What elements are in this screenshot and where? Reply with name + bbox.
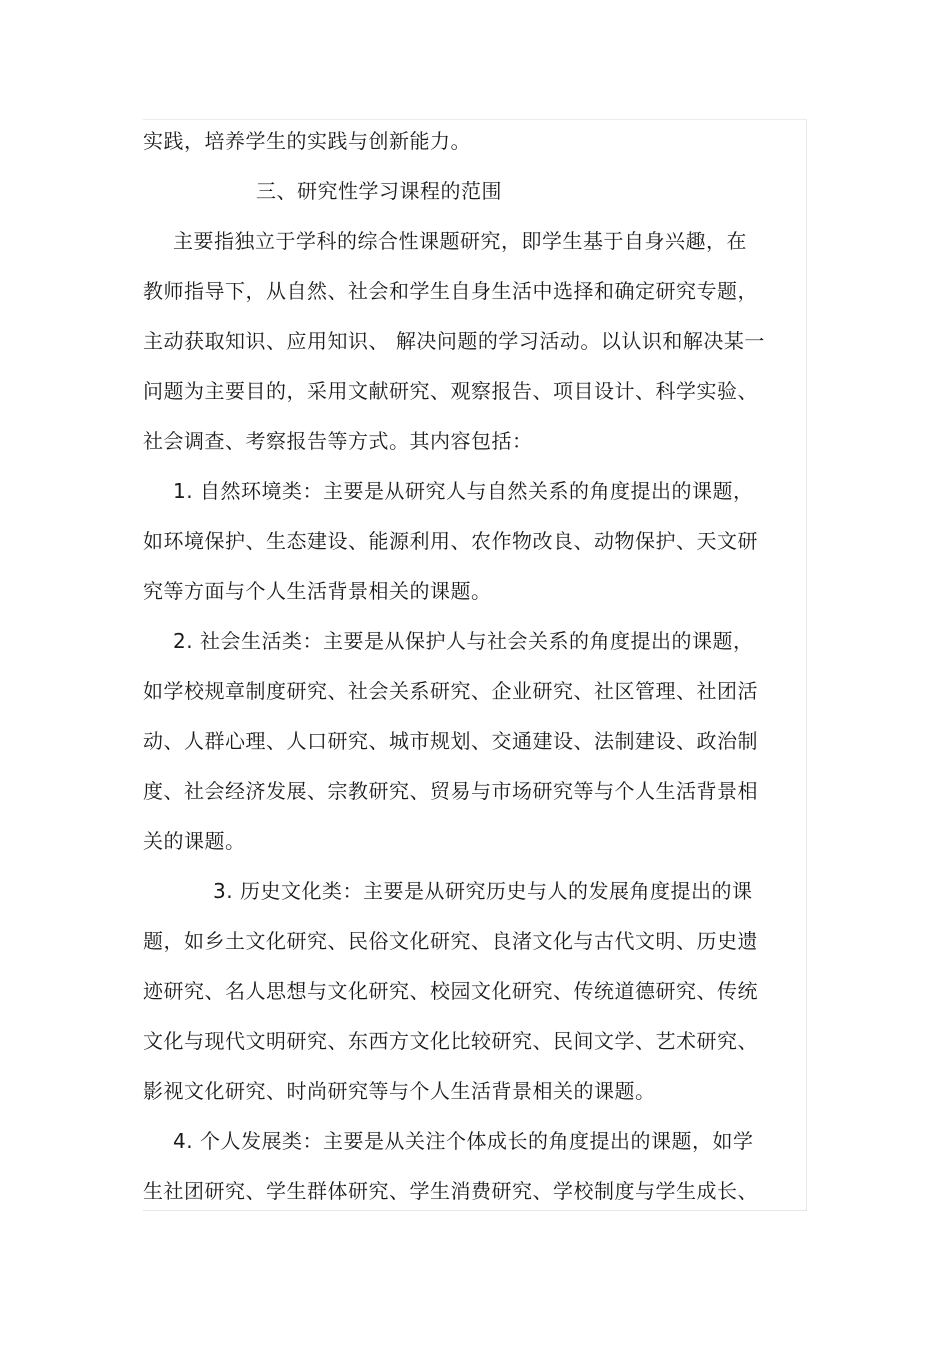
list-item-nature-line: 究等方面与个人生活背景相关的课题。	[143, 579, 492, 603]
list-item-personal-line: 4. 个人发展类：主要是从关注个体成长的角度提出的课题，如学	[173, 1129, 754, 1153]
list-item-society-line: 2. 社会生活类：主要是从保护人与社会关系的角度提出的课题，	[173, 629, 754, 653]
list-item-society-line: 如学校规章制度研究、社会关系研究、企业研究、社区管理、社团活	[143, 679, 758, 703]
intro-line: 主要指独立于学科的综合性课题研究，即学生基于自身兴趣，在	[173, 229, 747, 253]
list-item-history-line: 文化与现代文明研究、东西方文化比较研究、民间文学、艺术研究、	[143, 1029, 758, 1053]
list-item-history-line: 题，如乡土文化研究、民俗文化研究、良渚文化与古代文明、历史遗	[143, 929, 758, 953]
list-item-nature-line: 如环境保护、生态建设、能源利用、农作物改良、动物保护、天文研	[143, 529, 758, 553]
intro-line: 教师指导下，从自然、社会和学生自身生活中选择和确定研究专题，	[143, 279, 758, 303]
list-item-nature-line: 1. 自然环境类：主要是从研究人与自然关系的角度提出的课题，	[173, 479, 754, 503]
intro-line: 主动获取知识、应用知识、 解决问题的学习活动。以认识和解决某一	[143, 329, 765, 353]
list-item-history-line: 影视文化研究、时尚研究等与个人生活背景相关的课题。	[143, 1079, 656, 1103]
intro-line: 社会调查、考察报告等方式。其内容包括：	[143, 429, 533, 453]
list-item-society-line: 度、社会经济发展、宗教研究、贸易与市场研究等与个人生活背景相	[143, 779, 758, 803]
list-item-personal-line: 生社团研究、学生群体研究、学生消费研究、学校制度与学生成长、	[143, 1179, 758, 1203]
paragraph-continuation-line: 实践，培养学生的实践与创新能力。	[143, 129, 471, 153]
list-item-history-line: 3. 历史文化类：主要是从研究历史与人的发展角度提出的课	[213, 879, 753, 903]
list-item-history-line: 迹研究、名人思想与文化研究、校园文化研究、传统道德研究、传统	[143, 979, 758, 1003]
intro-line: 问题为主要目的，采用文献研究、观察报告、项目设计、科学实验、	[143, 379, 758, 403]
list-item-society-line: 动、人群心理、人口研究、城市规划、交通建设、法制建设、政治制	[143, 729, 758, 753]
list-item-society-line: 关的课题。	[143, 829, 246, 853]
section-heading: 三、研究性学习课程的范围	[256, 179, 502, 203]
